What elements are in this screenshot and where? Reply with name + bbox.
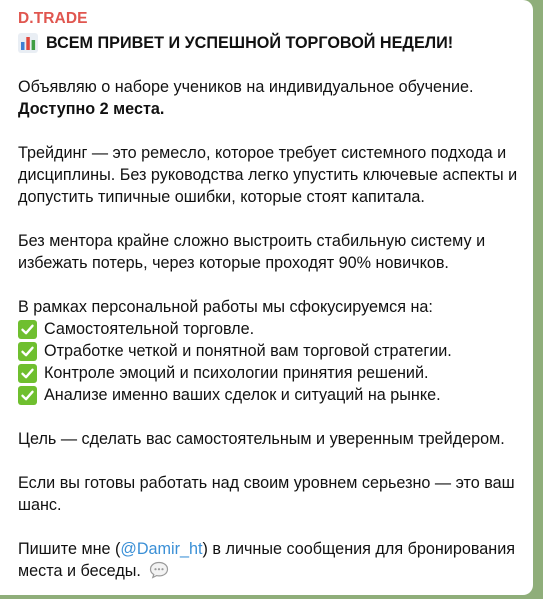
announce-paragraph xyxy=(18,76,519,120)
mentor-paragraph: Без ментора крайне сложно выстроить стабильную систему и избежать потерь, через которые проходят 90% новичков. xyxy=(18,232,486,272)
announce-bold: Доступно 2 места. xyxy=(18,100,165,118)
ready-paragraph: Если вы готовы работать над своим уровнем серьезно — это ваш шанс. xyxy=(18,474,515,514)
contact-suffix: ) в личные сообщения для бронирования места и беседы. xyxy=(18,540,516,580)
message-headline xyxy=(18,32,519,54)
focus-item-text: Анализе именно ваших сделок и ситуаций на рынке. xyxy=(44,386,441,404)
trading-paragraph: Трейдинг — это ремесло, которое требует системного подхода и дисциплины. Без руководства легко упустить ключевые аспекты и допустить типичные ошибки, которые стоят капитала. xyxy=(18,144,518,206)
announce-line: Объявляю о наборе учеников на индивидуальное обучение. xyxy=(18,78,474,96)
sender-name[interactable]: D.TRADE xyxy=(18,10,88,27)
speech-bubble-icon xyxy=(149,561,169,579)
headline-text: ВСЕМ ПРИВЕТ И УСПЕШНОЙ ТОРГОВОЙ НЕДЕЛИ! xyxy=(46,34,454,52)
focus-intro: В рамках персональной работы мы сфокусируемся на: xyxy=(18,298,433,316)
contact-paragraph xyxy=(18,538,519,582)
check-mark-icon xyxy=(18,342,37,361)
check-mark-icon xyxy=(18,320,37,339)
check-mark-icon xyxy=(18,386,37,405)
check-mark-icon xyxy=(18,364,37,383)
focus-item xyxy=(18,384,519,406)
focus-item xyxy=(18,340,519,362)
contact-prefix: Пишите мне ( xyxy=(18,540,121,558)
goal-paragraph: Цель — сделать вас самостоятельным и уверенным трейдером. xyxy=(18,430,505,448)
focus-item xyxy=(18,362,519,384)
focus-item-text: Контроле эмоций и психологии принятия решений. xyxy=(44,364,429,382)
focus-item-text: Самостоятельной торговле. xyxy=(44,320,255,338)
focus-item xyxy=(18,318,519,340)
focus-section xyxy=(18,296,519,406)
focus-item-text: Отработке четкой и понятной вам торговой стратегии. xyxy=(44,342,452,360)
bar-chart-icon xyxy=(18,33,38,53)
username-link[interactable]: @Damir_ht xyxy=(120,540,203,558)
